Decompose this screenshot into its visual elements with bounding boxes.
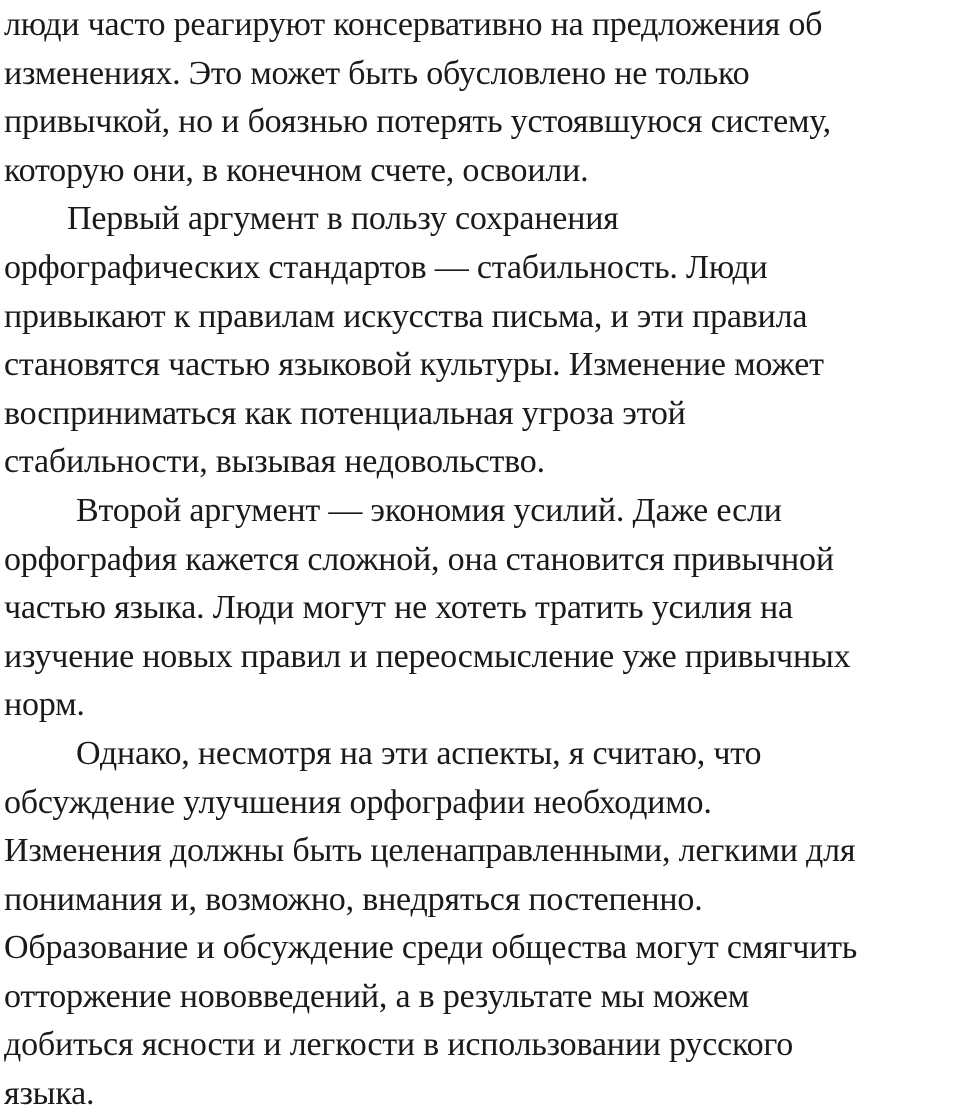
text-line: стабильности, вызывая недовольство. xyxy=(4,443,545,481)
text-line: обсуждение улучшения орфографии необходимо. xyxy=(4,783,712,821)
text-line: привыкают к правилам искусства письма, и эти правила xyxy=(4,297,808,335)
paragraph-2 xyxy=(4,195,960,487)
text-line: восприниматься как потенциальная угроза этой xyxy=(4,394,686,432)
paragraph-3 xyxy=(4,487,960,730)
text-line: изучение новых правил и переосмысление уже привычных xyxy=(4,637,851,675)
text-line: привычкой, но и боязнью потерять устоявшуюся систему, xyxy=(4,103,831,141)
text-line: понимания и, возможно, внедряться постепенно. xyxy=(4,880,703,918)
paragraph-4 xyxy=(4,730,960,1118)
text-line: Второй аргумент — экономия усилий. Даже если xyxy=(76,491,782,529)
text-line: орфография кажется сложной, она становится привычной xyxy=(4,540,834,578)
text-line: норм. xyxy=(4,686,85,724)
text-line: которую они, в конечном счете, освоили. xyxy=(4,151,589,189)
paragraph-1 xyxy=(4,1,960,195)
text-line: языка. xyxy=(4,1075,95,1113)
text-line: Образование и обсуждение среди общества могут смягчить xyxy=(4,929,858,967)
text-line: Изменения должны быть целенаправленными, легкими для xyxy=(4,832,856,870)
text-line: изменениях. Это может быть обусловлено не только xyxy=(4,54,750,92)
document-body xyxy=(4,1,960,1118)
text-line: добиться ясности и легкости в использовании русского xyxy=(4,1026,794,1064)
text-line: отторжение нововведений, а в результате мы можем xyxy=(4,977,750,1015)
text-line: люди часто реагируют консервативно на предложения об xyxy=(4,6,823,43)
text-line: Однако, несмотря на эти аспекты, я считаю, что xyxy=(76,734,762,772)
text-line: орфографических стандартов — стабильность. Люди xyxy=(4,248,768,286)
text-line: частью языка. Люди могут не хотеть тратить усилия на xyxy=(4,589,793,627)
text-line: Первый аргумент в пользу сохранения xyxy=(67,200,619,238)
text-line: становятся частью языковой культуры. Изменение может xyxy=(4,346,824,384)
